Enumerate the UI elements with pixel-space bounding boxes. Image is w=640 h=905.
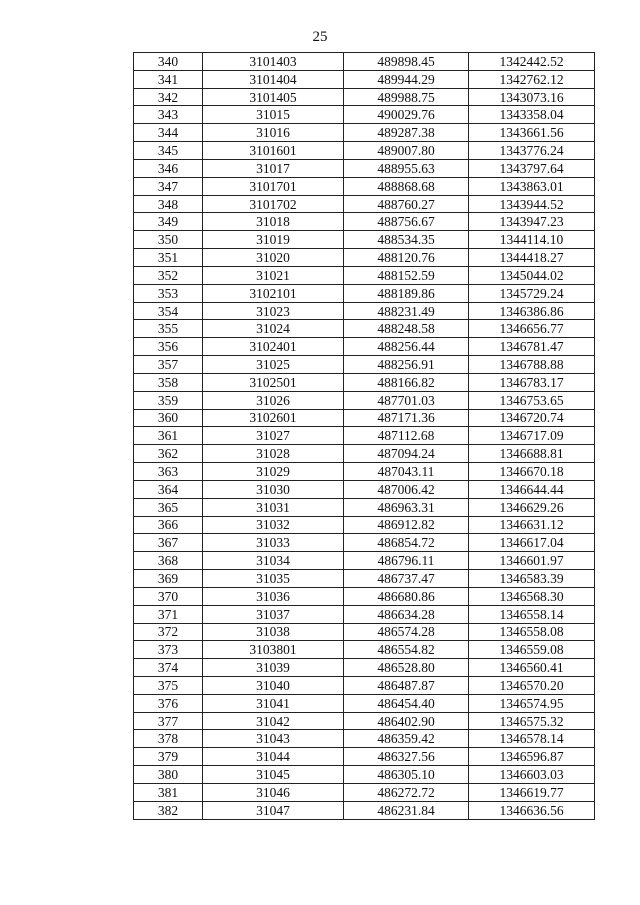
table-row [134, 534, 595, 552]
y-coordinate-cell: 1346601.97 [469, 552, 595, 570]
x-coordinate-cell: 487043.11 [344, 463, 469, 481]
table-row [134, 748, 595, 766]
x-coordinate-cell: 488166.82 [344, 373, 469, 391]
x-coordinate-cell: 487112.68 [344, 427, 469, 445]
table-row [134, 159, 595, 177]
table-row [134, 641, 595, 659]
y-coordinate-cell: 1344114.10 [469, 231, 595, 249]
table-row [134, 266, 595, 284]
table-row [134, 694, 595, 712]
table-row [134, 676, 595, 694]
point-code-cell: 3101405 [203, 88, 344, 106]
row-index-cell: 378 [134, 730, 203, 748]
row-index-cell: 349 [134, 213, 203, 231]
x-coordinate-cell: 486796.11 [344, 552, 469, 570]
table-row [134, 124, 595, 142]
row-index-cell: 345 [134, 142, 203, 160]
point-code-cell: 31019 [203, 231, 344, 249]
y-coordinate-cell: 1343944.52 [469, 195, 595, 213]
y-coordinate-cell: 1346783.17 [469, 373, 595, 391]
table-row [134, 463, 595, 481]
table-body [134, 53, 595, 820]
row-index-cell: 371 [134, 605, 203, 623]
y-coordinate-cell: 1346617.04 [469, 534, 595, 552]
row-index-cell: 356 [134, 338, 203, 356]
x-coordinate-cell: 488534.35 [344, 231, 469, 249]
point-code-cell: 3103801 [203, 641, 344, 659]
x-coordinate-cell: 486327.56 [344, 748, 469, 766]
x-coordinate-cell: 488189.86 [344, 284, 469, 302]
x-coordinate-cell: 488248.58 [344, 320, 469, 338]
point-code-cell: 31032 [203, 516, 344, 534]
row-index-cell: 341 [134, 70, 203, 88]
point-code-cell: 3101601 [203, 142, 344, 160]
coordinates-table [133, 52, 595, 820]
row-index-cell: 346 [134, 159, 203, 177]
x-coordinate-cell: 487701.03 [344, 391, 469, 409]
x-coordinate-cell: 489944.29 [344, 70, 469, 88]
table-row [134, 302, 595, 320]
table-row [134, 249, 595, 267]
point-code-cell: 31023 [203, 302, 344, 320]
table-row [134, 730, 595, 748]
y-coordinate-cell: 1346781.47 [469, 338, 595, 356]
x-coordinate-cell: 486528.80 [344, 659, 469, 677]
y-coordinate-cell: 1346788.88 [469, 356, 595, 374]
x-coordinate-cell: 488256.44 [344, 338, 469, 356]
row-index-cell: 360 [134, 409, 203, 427]
y-coordinate-cell: 1346560.41 [469, 659, 595, 677]
table-row [134, 605, 595, 623]
point-code-cell: 31024 [203, 320, 344, 338]
row-index-cell: 354 [134, 302, 203, 320]
y-coordinate-cell: 1346559.08 [469, 641, 595, 659]
x-coordinate-cell: 486454.40 [344, 694, 469, 712]
row-index-cell: 372 [134, 623, 203, 641]
table-row [134, 659, 595, 677]
x-coordinate-cell: 486680.86 [344, 587, 469, 605]
point-code-cell: 31044 [203, 748, 344, 766]
row-index-cell: 358 [134, 373, 203, 391]
x-coordinate-cell: 486634.28 [344, 605, 469, 623]
point-code-cell: 3101701 [203, 177, 344, 195]
y-coordinate-cell: 1343947.23 [469, 213, 595, 231]
row-index-cell: 377 [134, 712, 203, 730]
x-coordinate-cell: 488231.49 [344, 302, 469, 320]
row-index-cell: 348 [134, 195, 203, 213]
y-coordinate-cell: 1344418.27 [469, 249, 595, 267]
y-coordinate-cell: 1346570.20 [469, 676, 595, 694]
row-index-cell: 359 [134, 391, 203, 409]
y-coordinate-cell: 1346596.87 [469, 748, 595, 766]
row-index-cell: 373 [134, 641, 203, 659]
point-code-cell: 31020 [203, 249, 344, 267]
x-coordinate-cell: 486554.82 [344, 641, 469, 659]
table-row [134, 338, 595, 356]
row-index-cell: 355 [134, 320, 203, 338]
x-coordinate-cell: 486963.31 [344, 498, 469, 516]
table-row [134, 783, 595, 801]
y-coordinate-cell: 1346575.32 [469, 712, 595, 730]
point-code-cell: 31037 [203, 605, 344, 623]
table-row [134, 391, 595, 409]
y-coordinate-cell: 1346578.14 [469, 730, 595, 748]
row-index-cell: 368 [134, 552, 203, 570]
table-row [134, 195, 595, 213]
row-index-cell: 376 [134, 694, 203, 712]
point-code-cell: 31035 [203, 570, 344, 588]
y-coordinate-cell: 1346574.95 [469, 694, 595, 712]
x-coordinate-cell: 486272.72 [344, 783, 469, 801]
table-row [134, 427, 595, 445]
y-coordinate-cell: 1343358.04 [469, 106, 595, 124]
y-coordinate-cell: 1346670.18 [469, 463, 595, 481]
table-row [134, 516, 595, 534]
table-row [134, 552, 595, 570]
row-index-cell: 340 [134, 53, 203, 71]
point-code-cell: 31028 [203, 445, 344, 463]
point-code-cell: 31042 [203, 712, 344, 730]
table-row [134, 284, 595, 302]
y-coordinate-cell: 1345729.24 [469, 284, 595, 302]
x-coordinate-cell: 488120.76 [344, 249, 469, 267]
x-coordinate-cell: 488868.68 [344, 177, 469, 195]
table-row [134, 213, 595, 231]
x-coordinate-cell: 486574.28 [344, 623, 469, 641]
point-code-cell: 31026 [203, 391, 344, 409]
x-coordinate-cell: 486487.87 [344, 676, 469, 694]
y-coordinate-cell: 1346619.77 [469, 783, 595, 801]
page-number: 25 [312, 29, 328, 45]
table-row [134, 712, 595, 730]
row-index-cell: 352 [134, 266, 203, 284]
row-index-cell: 342 [134, 88, 203, 106]
table-row [134, 445, 595, 463]
point-code-cell: 3102501 [203, 373, 344, 391]
x-coordinate-cell: 488152.59 [344, 266, 469, 284]
y-coordinate-cell: 1343661.56 [469, 124, 595, 142]
y-coordinate-cell: 1343073.16 [469, 88, 595, 106]
x-coordinate-cell: 486854.72 [344, 534, 469, 552]
point-code-cell: 31029 [203, 463, 344, 481]
table-row [134, 53, 595, 71]
table-row [134, 373, 595, 391]
point-code-cell: 31030 [203, 480, 344, 498]
table-row [134, 142, 595, 160]
row-index-cell: 375 [134, 676, 203, 694]
row-index-cell: 382 [134, 801, 203, 819]
row-index-cell: 374 [134, 659, 203, 677]
y-coordinate-cell: 1346631.12 [469, 516, 595, 534]
point-code-cell: 3102101 [203, 284, 344, 302]
table-row [134, 409, 595, 427]
x-coordinate-cell: 489988.75 [344, 88, 469, 106]
point-code-cell: 31039 [203, 659, 344, 677]
table-row [134, 480, 595, 498]
y-coordinate-cell: 1342442.52 [469, 53, 595, 71]
row-index-cell: 343 [134, 106, 203, 124]
table-row [134, 320, 595, 338]
table-row [134, 498, 595, 516]
y-coordinate-cell: 1346717.09 [469, 427, 595, 445]
table-row [134, 88, 595, 106]
y-coordinate-cell: 1346558.14 [469, 605, 595, 623]
y-coordinate-cell: 1345044.02 [469, 266, 595, 284]
x-coordinate-cell: 488760.27 [344, 195, 469, 213]
point-code-cell: 31031 [203, 498, 344, 516]
row-index-cell: 381 [134, 783, 203, 801]
table-row [134, 801, 595, 819]
row-index-cell: 362 [134, 445, 203, 463]
x-coordinate-cell: 486231.84 [344, 801, 469, 819]
x-coordinate-cell: 488256.91 [344, 356, 469, 374]
row-index-cell: 369 [134, 570, 203, 588]
point-code-cell: 31047 [203, 801, 344, 819]
row-index-cell: 366 [134, 516, 203, 534]
x-coordinate-cell: 490029.76 [344, 106, 469, 124]
point-code-cell: 31018 [203, 213, 344, 231]
point-code-cell: 3101403 [203, 53, 344, 71]
x-coordinate-cell: 487006.42 [344, 480, 469, 498]
x-coordinate-cell: 486359.42 [344, 730, 469, 748]
row-index-cell: 364 [134, 480, 203, 498]
point-code-cell: 31017 [203, 159, 344, 177]
x-coordinate-cell: 489898.45 [344, 53, 469, 71]
y-coordinate-cell: 1346558.08 [469, 623, 595, 641]
point-code-cell: 31036 [203, 587, 344, 605]
table-row [134, 356, 595, 374]
y-coordinate-cell: 1346644.44 [469, 480, 595, 498]
x-coordinate-cell: 488756.67 [344, 213, 469, 231]
point-code-cell: 31043 [203, 730, 344, 748]
row-index-cell: 379 [134, 748, 203, 766]
table-row [134, 587, 595, 605]
point-code-cell: 3101702 [203, 195, 344, 213]
x-coordinate-cell: 486912.82 [344, 516, 469, 534]
row-index-cell: 344 [134, 124, 203, 142]
y-coordinate-cell: 1346386.86 [469, 302, 595, 320]
point-code-cell: 31041 [203, 694, 344, 712]
point-code-cell: 31046 [203, 783, 344, 801]
x-coordinate-cell: 486402.90 [344, 712, 469, 730]
row-index-cell: 350 [134, 231, 203, 249]
x-coordinate-cell: 488955.63 [344, 159, 469, 177]
point-code-cell: 3102401 [203, 338, 344, 356]
x-coordinate-cell: 487094.24 [344, 445, 469, 463]
point-code-cell: 31021 [203, 266, 344, 284]
row-index-cell: 353 [134, 284, 203, 302]
row-index-cell: 367 [134, 534, 203, 552]
point-code-cell: 31015 [203, 106, 344, 124]
table-row [134, 106, 595, 124]
row-index-cell: 357 [134, 356, 203, 374]
y-coordinate-cell: 1342762.12 [469, 70, 595, 88]
y-coordinate-cell: 1346583.39 [469, 570, 595, 588]
point-code-cell: 31034 [203, 552, 344, 570]
row-index-cell: 351 [134, 249, 203, 267]
point-code-cell: 31025 [203, 356, 344, 374]
y-coordinate-cell: 1346568.30 [469, 587, 595, 605]
y-coordinate-cell: 1343863.01 [469, 177, 595, 195]
table-row [134, 623, 595, 641]
x-coordinate-cell: 486305.10 [344, 766, 469, 784]
point-code-cell: 31040 [203, 676, 344, 694]
point-code-cell: 31016 [203, 124, 344, 142]
y-coordinate-cell: 1346636.56 [469, 801, 595, 819]
table-row [134, 70, 595, 88]
x-coordinate-cell: 487171.36 [344, 409, 469, 427]
table-row [134, 766, 595, 784]
table-row [134, 570, 595, 588]
table-row [134, 231, 595, 249]
point-code-cell: 31033 [203, 534, 344, 552]
table-row [134, 177, 595, 195]
x-coordinate-cell: 489007.80 [344, 142, 469, 160]
row-index-cell: 347 [134, 177, 203, 195]
y-coordinate-cell: 1346656.77 [469, 320, 595, 338]
point-code-cell: 31045 [203, 766, 344, 784]
y-coordinate-cell: 1346753.65 [469, 391, 595, 409]
point-code-cell: 31038 [203, 623, 344, 641]
point-code-cell: 3102601 [203, 409, 344, 427]
row-index-cell: 361 [134, 427, 203, 445]
y-coordinate-cell: 1343776.24 [469, 142, 595, 160]
x-coordinate-cell: 486737.47 [344, 570, 469, 588]
row-index-cell: 363 [134, 463, 203, 481]
y-coordinate-cell: 1346603.03 [469, 766, 595, 784]
x-coordinate-cell: 489287.38 [344, 124, 469, 142]
y-coordinate-cell: 1346629.26 [469, 498, 595, 516]
point-code-cell: 3101404 [203, 70, 344, 88]
y-coordinate-cell: 1346720.74 [469, 409, 595, 427]
row-index-cell: 380 [134, 766, 203, 784]
y-coordinate-cell: 1343797.64 [469, 159, 595, 177]
point-code-cell: 31027 [203, 427, 344, 445]
row-index-cell: 370 [134, 587, 203, 605]
row-index-cell: 365 [134, 498, 203, 516]
y-coordinate-cell: 1346688.81 [469, 445, 595, 463]
